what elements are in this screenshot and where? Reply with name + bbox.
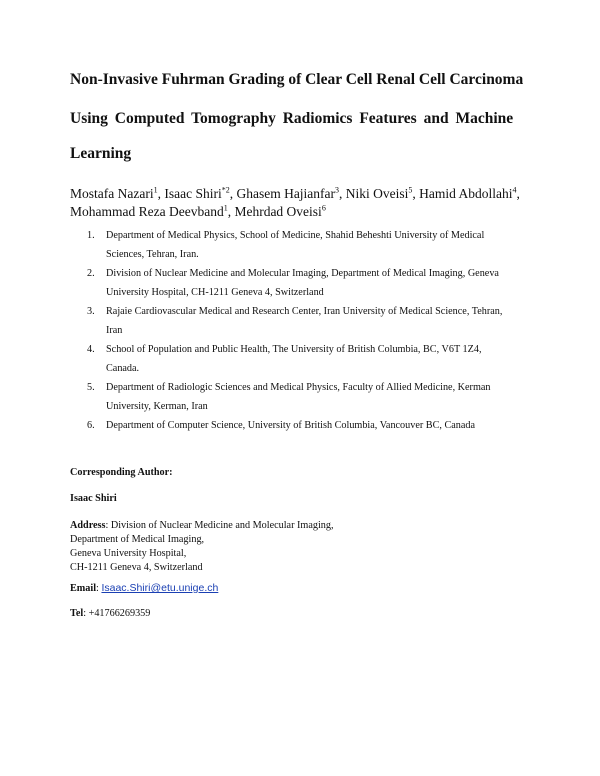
affiliation-number: 1. (87, 230, 95, 241)
affiliation-item (70, 416, 532, 435)
paper-title-line-3: Learning (70, 145, 132, 162)
author-affiliation-mark: 1 (153, 185, 158, 195)
author-affiliation-mark: 5 (408, 185, 413, 195)
affiliation-text: Department of Computer Science, University of British Columbia, Vancouver BC, Canada (106, 420, 476, 431)
affiliation-number: 6. (87, 420, 95, 431)
tel-number: : +41766269359 (83, 608, 151, 619)
address-line: Department of Medical Imaging, (70, 534, 205, 545)
affiliation-text-cont: Canada. (106, 363, 140, 374)
email-link[interactable]: Isaac.Shiri@etu.unige.ch (101, 582, 219, 594)
author-name: Ghasem Hajianfar (236, 186, 336, 201)
affiliation-number: 5. (87, 382, 95, 393)
address-line: Geneva University Hospital, (70, 548, 187, 559)
corresponding-author-name: Isaac Shiri (70, 493, 117, 504)
address-line: CH-1211 Geneva 4, Switzerland (70, 562, 203, 573)
author-affiliation-mark: 4 (512, 185, 517, 195)
affiliation-number: 4. (87, 344, 95, 355)
affiliation-item (70, 340, 532, 378)
author-name: Mostafa Nazari (70, 186, 154, 201)
corresponding-author-heading: Corresponding Author: (70, 467, 173, 478)
affiliation-item (70, 264, 532, 302)
affiliation-text-cont: University, Kerman, Iran (106, 401, 208, 412)
paper-title-line-2: Using Computed Tomography Radiomics Features and Machine (70, 110, 514, 127)
author-name: Isaac Shiri (164, 186, 222, 201)
affiliation-list (70, 226, 532, 435)
address-line: : Division of Nuclear Medicine and Molecular Imaging, (105, 520, 334, 531)
affiliation-text: Department of Radiologic Sciences and Medical Physics, Faculty of Allied Medicine, Kerman (106, 382, 491, 393)
author-separator: , (227, 204, 235, 219)
author-name: Hamid Abdollahi (419, 186, 513, 201)
affiliation-text-cont: University Hospital, CH-1211 Geneva 4, Switzerland (106, 287, 324, 298)
affiliation-text-cont: Sciences, Tehran, Iran. (106, 249, 199, 260)
affiliation-text: Division of Nuclear Medicine and Molecular Imaging, Department of Medical Imaging, Geneva (106, 268, 499, 279)
paper-title-line-1: Non-Invasive Fuhrman Grading of Clear Cell Renal Cell Carcinoma (70, 71, 524, 88)
corresponding-telephone (70, 607, 150, 621)
affiliation-text-cont: Iran (106, 325, 123, 336)
affiliation-item (70, 378, 532, 416)
author-name: Mehrdad Oveisi (234, 204, 322, 219)
author-affiliation-mark: 1 (223, 203, 228, 213)
corresponding-address (70, 519, 334, 575)
author-name: Mohammad Reza Deevband (70, 204, 224, 219)
author-separator: , (516, 186, 520, 201)
affiliation-item (70, 226, 532, 264)
author-separator: , (339, 186, 346, 201)
address-label: Address (70, 520, 106, 531)
author-separator: , (412, 186, 420, 201)
affiliation-number: 2. (87, 268, 95, 279)
corresponding-email: Email: Isaac.Shiri@etu.unige.ch (70, 582, 219, 594)
email-label: Email (70, 583, 97, 594)
affiliation-number: 3. (87, 306, 95, 317)
tel-label: Tel (70, 608, 84, 619)
affiliation-text: School of Population and Public Health, The University of British Columbia, BC, V6T 1Z4, (106, 344, 482, 355)
affiliation-text: Rajaie Cardiovascular Medical and Research Center, Iran University of Medical Science, Tehran, (106, 306, 503, 317)
author-separator: , (157, 186, 165, 201)
author-name: Niki Oveisi (345, 186, 409, 201)
author-affiliation-mark: 6 (321, 203, 326, 213)
author-list (70, 185, 540, 221)
author-affiliation-mark: *2 (221, 185, 230, 195)
author-affiliation-mark: 3 (335, 185, 340, 195)
affiliation-item (70, 302, 532, 340)
author-separator: , (229, 186, 237, 201)
affiliation-text: Department of Medical Physics, School of Medicine, Shahid Beheshti University of Medical (106, 230, 485, 241)
